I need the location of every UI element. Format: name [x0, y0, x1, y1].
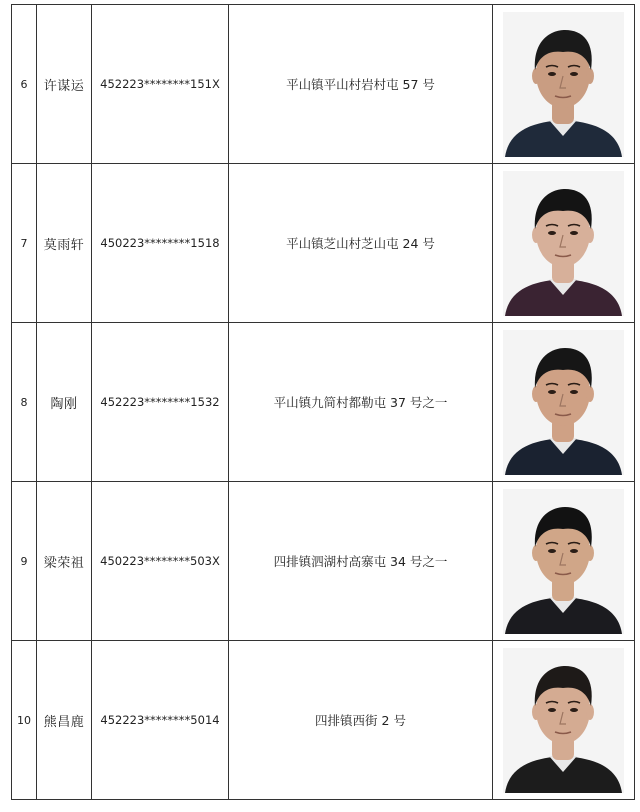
id-number: 450223********1518: [92, 164, 229, 323]
address: 平山镇平山村岩村屯 57 号: [229, 5, 493, 164]
id-number: 450223********503X: [92, 482, 229, 641]
table-row: [12, 482, 635, 641]
photo-cell: [493, 164, 635, 323]
person-name: 陶刚: [37, 323, 92, 482]
person-silhouette: [503, 489, 624, 634]
photo-cell: [493, 323, 635, 482]
address: 平山镇九简村都勒屯 37 号之一: [229, 323, 493, 482]
photo-cell: [493, 641, 635, 800]
id-number: 452223********151X: [92, 5, 229, 164]
id-number: 452223********5014: [92, 641, 229, 800]
row-number: 10: [12, 641, 37, 800]
row-number: 9: [12, 482, 37, 641]
person-name: 莫雨轩: [37, 164, 92, 323]
portrait-photo: [503, 171, 624, 316]
portrait-photo: [503, 648, 624, 793]
suspect-table: [11, 4, 635, 800]
address: 四排镇泗湖村高寨屯 34 号之一: [229, 482, 493, 641]
portrait-photo: [503, 330, 624, 475]
row-number: 8: [12, 323, 37, 482]
table-row: [12, 323, 635, 482]
address: 平山镇芝山村芝山屯 24 号: [229, 164, 493, 323]
portrait-photo: [503, 489, 624, 634]
person-name: 熊昌鹿: [37, 641, 92, 800]
row-number: 7: [12, 164, 37, 323]
person-silhouette: [503, 12, 624, 157]
person-name: 梁荣祖: [37, 482, 92, 641]
person-silhouette: [503, 330, 624, 475]
table-row: [12, 164, 635, 323]
photo-cell: [493, 5, 635, 164]
photo-cell: [493, 482, 635, 641]
table-row: [12, 5, 635, 164]
portrait-photo: [503, 12, 624, 157]
table-row: [12, 641, 635, 800]
person-name: 许谋运: [37, 5, 92, 164]
id-number: 452223********1532: [92, 323, 229, 482]
address: 四排镇西街 2 号: [229, 641, 493, 800]
person-silhouette: [503, 648, 624, 793]
person-silhouette: [503, 171, 624, 316]
row-number: 6: [12, 5, 37, 164]
